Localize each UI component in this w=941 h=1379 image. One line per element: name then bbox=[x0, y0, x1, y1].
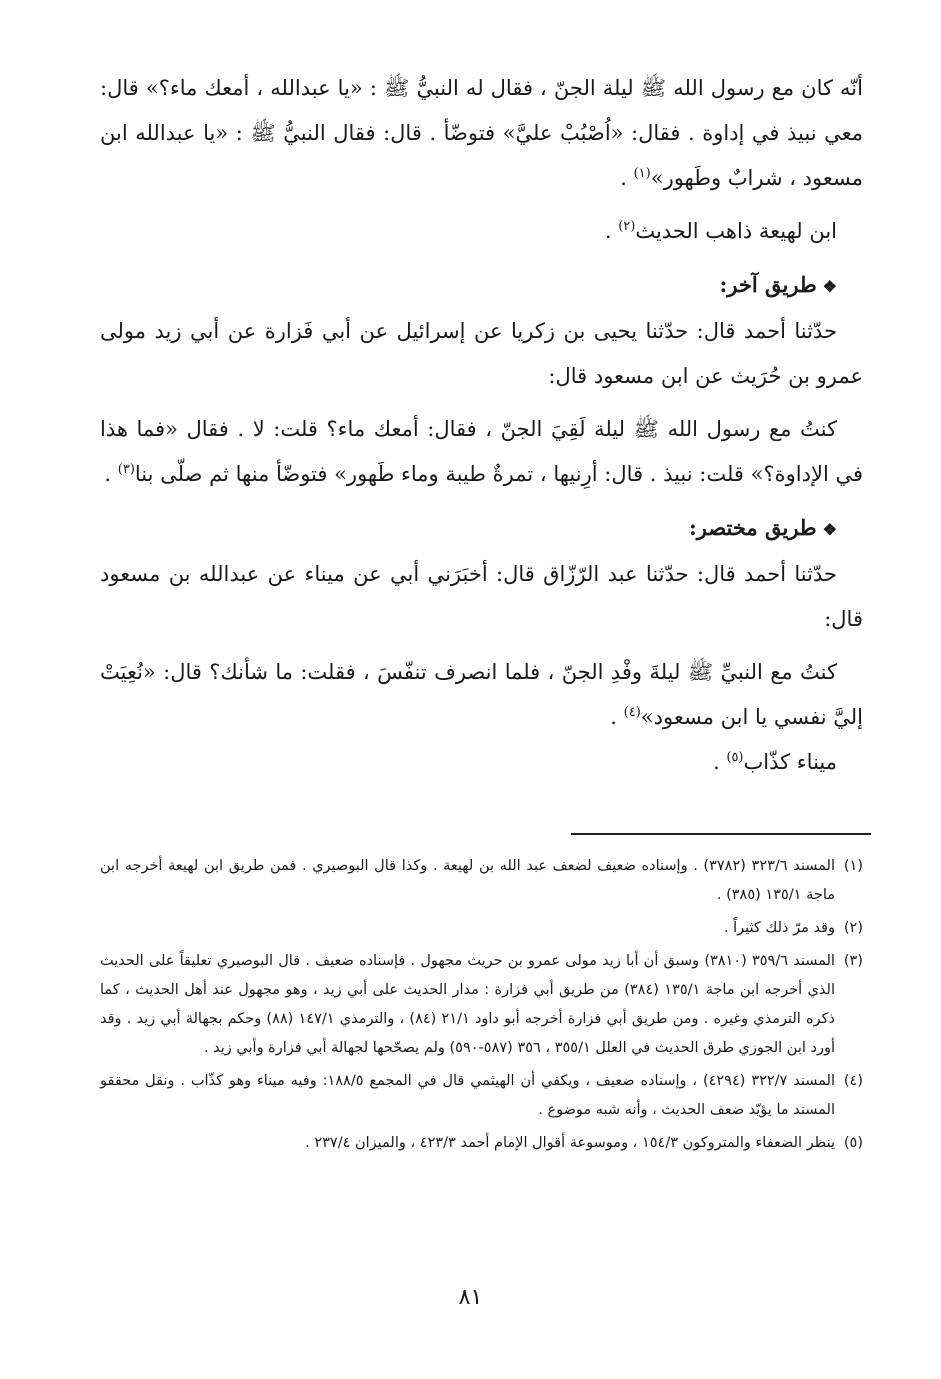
footnote-ref-5[interactable]: (٥) bbox=[726, 750, 744, 765]
footnote-ref-4[interactable]: (٤) bbox=[623, 705, 641, 720]
footnote-number: (٥) bbox=[843, 1135, 863, 1151]
paragraph-4-text: كنتُ مع رسول الله ﷺ ليلة لَقِيَ الجنّ ، فقال: أمعك ماء؟ قلت: لا . فقال «فما هذا في الإداوة؟» قلت: نبيذ . قال: أرِنيها ، تمرةٌ طيبة وماء طَهور» فتوضّأ منها ثم صلّى بنا bbox=[100, 417, 863, 486]
diamond-icon: ❖ bbox=[822, 520, 837, 539]
paragraph-6-end: . bbox=[610, 705, 624, 729]
section-heading-1-text: طريق آخر: bbox=[719, 272, 817, 297]
footnote-divider bbox=[571, 833, 871, 835]
footnote-ref-2[interactable]: (٢) bbox=[618, 219, 636, 234]
footnote-text: المسند ٣٢٢/٧ (٤٢٩٤) ، وإسناده ضعيف ، ويكفي أن الهيثمي قال في المجمع ١٨٨/٥: وفيه ميناء وهو كذّاب . ونقل محققو المسند ما يؤيّد ضعف الحديث ، وأنه شبه موضوع . bbox=[100, 1073, 835, 1118]
paragraph-7 bbox=[100, 740, 863, 785]
paragraph-2-end: . bbox=[604, 219, 619, 243]
paragraph-2 bbox=[100, 209, 863, 254]
paragraph-6-text: كنتُ مع النبيِّ ﷺ ليلةَ وفْدِ الجنّ ، فلما انصرف تنفّسَ ، فقلت: ما شأنك؟ قال: «نُعِيَتْ إليَّ نفسي يا ابن مسعود» bbox=[100, 660, 863, 729]
footnote-text: المسند ٣٥٩/٦ (٣٨١٠) وسبق أن أبا زيد مولى عمرو بن حريث مجهول . فإسناده ضعيف . قال البوصيري تعليقاً على الحديث الذي أخرجه ابن ماجة ١٣٥/١ (٣٨٤) من طريق أبي فزارة : مدار الحديث على أبي زيد ، وهو مجهول عند أهل الحديث ، كما ذكره الترمذي وغيره . ومن طريق أبي فزارة أخرجه أبو داود ٢١/١ (٨٤) ، والترمذي ١٤٧/١ (٨٨) وحكم بجهالة أبي زيد . وقد أورد ابن الجوزي طرق الحديث في العلل ٣٥٥/١ ، ٣٥٦ (٥٨٧-٥٩٠) ولم يصحّحها لجهالة أبي فزارة وأبي زيد . bbox=[100, 953, 835, 1056]
footnotes bbox=[100, 852, 863, 1162]
footnote-1 bbox=[100, 852, 863, 910]
paragraph-3 bbox=[100, 309, 863, 399]
footnote-2 bbox=[100, 914, 863, 943]
footnote-5 bbox=[100, 1129, 863, 1158]
paragraph-7-text: ميناء كذّاب bbox=[743, 750, 837, 774]
paragraph-4 bbox=[100, 407, 863, 497]
footnote-number: (٤) bbox=[843, 1073, 863, 1089]
footnote-number: (١) bbox=[843, 858, 863, 874]
paragraph-6 bbox=[100, 650, 863, 740]
section-heading-1 bbox=[100, 262, 863, 309]
page-number: ٨١ bbox=[458, 1285, 483, 1310]
footnote-4 bbox=[100, 1067, 863, 1125]
footnote-ref-1[interactable]: (١) bbox=[633, 166, 651, 181]
section-heading-2 bbox=[100, 505, 863, 552]
paragraph-5-text: حدّثنا أحمد قال: حدّثنا عبد الرّزّاق قال: أخبَرَني أبي عن ميناء عن عبدالله بن مسعود قال: bbox=[100, 562, 863, 631]
footnote-text: وقد مرّ ذلك كثيراً . bbox=[723, 920, 835, 936]
paragraph-1-end: . bbox=[620, 166, 634, 190]
footnote-number: (٣) bbox=[843, 953, 863, 969]
footnote-ref-3[interactable]: (٣) bbox=[117, 462, 135, 477]
section-heading-2-text: طريق مختصر: bbox=[688, 515, 817, 540]
diamond-icon: ❖ bbox=[822, 277, 837, 296]
paragraph-1 bbox=[100, 66, 863, 201]
footnote-number: (٢) bbox=[843, 920, 863, 936]
paragraph-5 bbox=[100, 552, 863, 642]
main-text bbox=[100, 66, 863, 785]
paragraph-3-text: حدّثنا أحمد قال: حدّثنا يحيى بن زكريا عن إسرائيل عن أبي فَزارة عن أبي زيد مولى عمرو بن حُرَيث عن ابن مسعود قال: bbox=[100, 319, 863, 388]
paragraph-4-end: . bbox=[104, 462, 118, 486]
paragraph-7-end: . bbox=[713, 750, 727, 774]
footnote-text: ينظر الضعفاء والمتروكون ١٥٤/٣ ، وموسوعة أقوال الإمام أحمد ٤٢٣/٣ ، والميزان ٢٣٧/٤ . bbox=[305, 1135, 835, 1151]
paragraph-2-text: ابن لهيعة ذاهب الحديث bbox=[635, 219, 837, 243]
paragraph-1-text: أنّه كان مع رسول الله ﷺ ليلة الجنّ ، فقال له النبيُّ ﷺ : «يا عبدالله ، أمعك ماء؟» قال: معي نبيذ في إداوة . فقال: «اُصْبُبْ عليَّ» فتوضّأ . قال: فقال النبيُّ ﷺ : «يا عبدالله ابن مسعود ، شرابٌ وطَهور» bbox=[100, 76, 863, 190]
footnote-3 bbox=[100, 947, 863, 1063]
footnote-text: المسند ٣٢٣/٦ (٣٧٨٢) . وإسناده ضعيف لضعف عبد الله بن لهيعة . وكذا قال البوصيري . فمن طريق ابن لهيعة أخرجه ابن ماجة ١٣٥/١ (٣٨٥) . bbox=[100, 858, 835, 903]
